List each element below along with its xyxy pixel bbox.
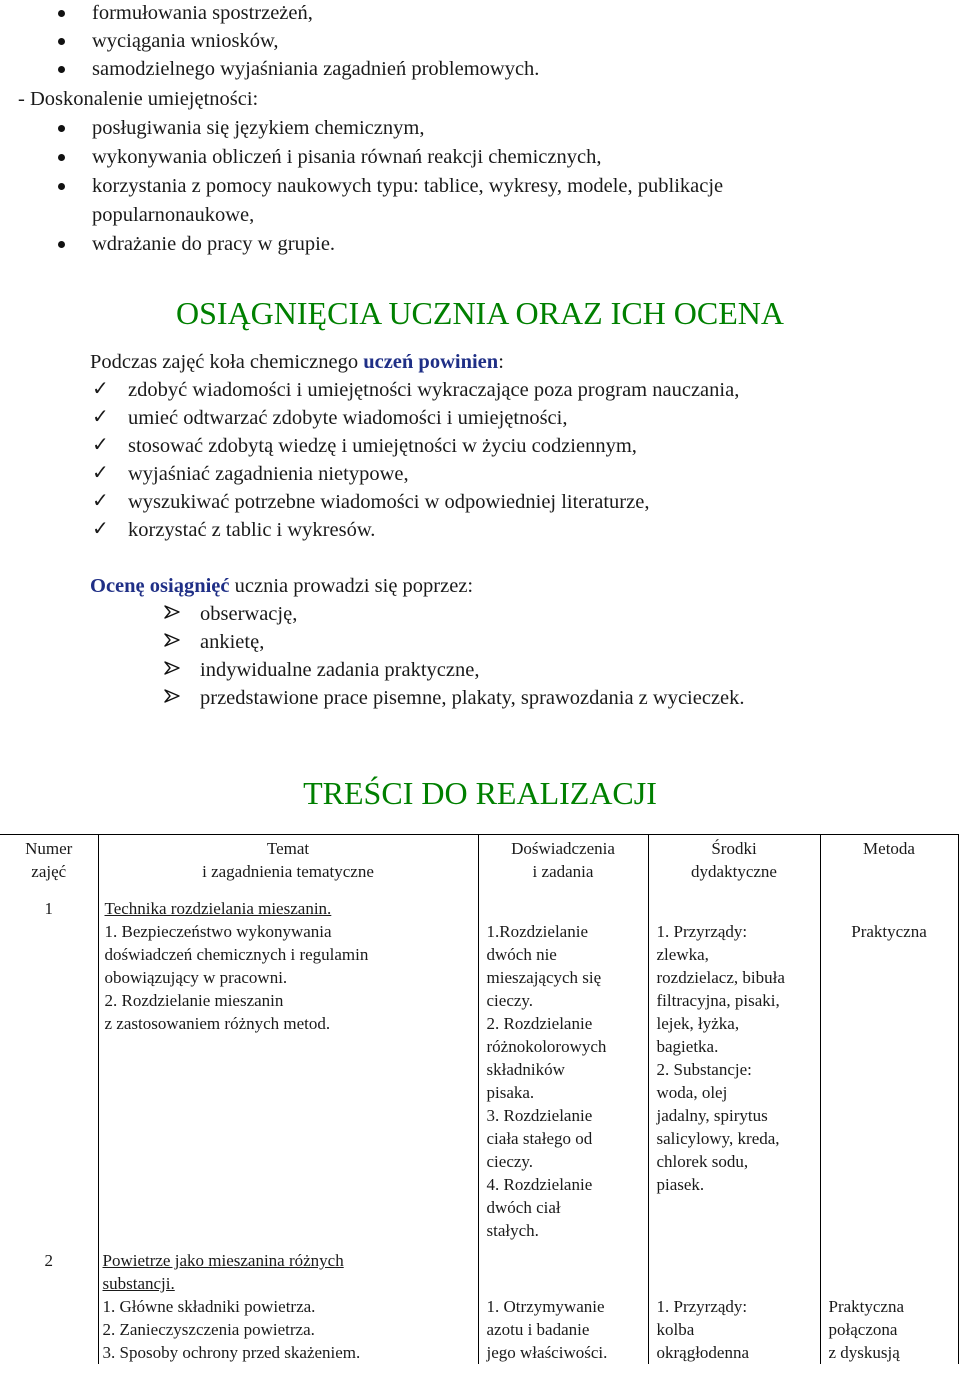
- intro-bold: uczeń powinien: [363, 351, 499, 373]
- bullet-icon: [58, 66, 65, 73]
- aids-line: 1. Przyrządy:: [656, 922, 748, 941]
- list-item: posługiwania się językiem chemicznym,: [92, 117, 425, 139]
- topic-title: substancji.: [102, 1274, 175, 1293]
- header-text: Metoda: [863, 839, 915, 858]
- assessment-intro: [90, 573, 473, 599]
- header-method: [820, 835, 958, 898]
- achievements-heading: OSIĄGNIĘCIA UCZNIA ORAZ ICH OCENA: [176, 295, 784, 331]
- assessment-rest: ucznia prowadzi się poprzez:: [229, 575, 474, 597]
- exp-line: dwóch ciał: [486, 1198, 561, 1217]
- exp-line: jego właściwości.: [486, 1343, 608, 1362]
- arrow-bullet-icon: [164, 605, 180, 619]
- intro-suffix: :: [498, 351, 504, 373]
- intro-prefix: Podczas zajęć koła chemicznego: [90, 351, 364, 373]
- topic-line: doświadczeń chemicznych i regulamin: [104, 945, 369, 964]
- topic-line: 3. Sposoby ochrony przed skażeniem.: [102, 1343, 361, 1362]
- bullet-icon: [58, 10, 65, 17]
- bullet-icon: [58, 38, 65, 45]
- exp-line: ciała stałego od: [486, 1129, 593, 1148]
- list-item: wyszukiwać potrzebne wiadomości w odpowiedniej literaturze,: [128, 491, 650, 513]
- arrow-bullet-icon: [164, 633, 180, 647]
- aids-line: woda, olej: [656, 1083, 728, 1102]
- list-item: obserwację,: [200, 603, 298, 625]
- aids-line: kolba: [656, 1320, 695, 1339]
- list-item-continuation: popularnonaukowe,: [92, 204, 255, 226]
- exp-line: cieczy.: [486, 1152, 534, 1171]
- cell-method: [820, 1249, 958, 1364]
- aids-line: filtracyjna, pisaki,: [656, 991, 780, 1010]
- check-icon: ✓: [92, 490, 109, 512]
- exp-line: 4. Rozdzielanie: [486, 1175, 593, 1194]
- list-item: indywidualne zadania praktyczne,: [200, 659, 480, 681]
- list-item: wyjaśniać zagadnienia nietypowe,: [128, 463, 409, 485]
- topic-line: 1. Bezpieczeństwo wykonywania: [104, 922, 332, 941]
- aids-line: jadalny, spirytus: [656, 1106, 768, 1125]
- aids-line: salicylowy, kreda,: [656, 1129, 780, 1148]
- list-item: samodzielnego wyjaśniania zagadnień problemowych.: [92, 58, 540, 80]
- cell-topic: [98, 897, 478, 1249]
- table-row: [0, 1249, 958, 1364]
- exp-line: składników: [486, 1060, 565, 1079]
- exp-line: cieczy.: [486, 991, 534, 1010]
- list-item: wykonywania obliczeń i pisania równań reakcji chemicznych,: [92, 146, 602, 168]
- arrow-bullet-icon: [164, 689, 180, 703]
- cell-experiments: [478, 1249, 648, 1364]
- exp-line: pisaka.: [486, 1083, 535, 1102]
- check-icon: ✓: [92, 462, 109, 484]
- header-text: i zadania: [532, 862, 594, 881]
- check-icon: ✓: [92, 434, 109, 456]
- method-line: Praktyczna: [851, 922, 927, 941]
- topic-title: Powietrze jako mieszanina różnych: [102, 1251, 344, 1270]
- list-item: ankietę,: [200, 631, 265, 653]
- topic-line: z zastosowaniem różnych metod.: [104, 1014, 331, 1033]
- table-row: [0, 897, 958, 1249]
- exp-line: różnokolorowych: [486, 1037, 607, 1056]
- header-aids: [648, 835, 820, 898]
- topic-line: 1. Główne składniki powietrza.: [102, 1297, 316, 1316]
- topic-title: Technika rozdzielania mieszanin.: [104, 899, 332, 918]
- check-icon: ✓: [92, 406, 109, 428]
- exp-line: dwóch nie: [486, 945, 557, 964]
- bullet-icon: [58, 183, 65, 190]
- list-item: wyciągania wniosków,: [92, 30, 279, 52]
- exp-line: mieszających się: [486, 968, 602, 987]
- bullet-icon: [58, 241, 65, 248]
- bullet-icon: [58, 125, 65, 132]
- header-topic: [98, 835, 478, 898]
- header-number: [0, 835, 98, 898]
- aids-line: okrągłodenna: [656, 1343, 750, 1362]
- check-icon: ✓: [92, 518, 109, 540]
- header-text: Środki: [711, 839, 757, 858]
- header-text: Numer: [25, 839, 73, 858]
- method-line: z dyskusją: [828, 1343, 900, 1362]
- aids-line: chlorek sodu,: [656, 1152, 749, 1171]
- exp-line: 1.Rozdzielanie: [486, 922, 588, 941]
- assessment-bold: Ocenę osiągnięć: [90, 575, 230, 597]
- header-text: dydaktyczne: [691, 862, 777, 881]
- check-icon: ✓: [92, 378, 109, 400]
- table-header-row: [0, 835, 958, 898]
- content-heading: TREŚCI DO REALIZACJI: [303, 775, 657, 811]
- cell-number: 1: [0, 897, 98, 1249]
- list-item: stosować zdobytą wiedzę i umiejętności w życiu codziennym,: [128, 435, 637, 457]
- aids-line: 2. Substancje:: [656, 1060, 752, 1079]
- topic-line: 2. Zanieczyszczenia powietrza.: [102, 1320, 315, 1339]
- exp-line: 2. Rozdzielanie: [486, 1014, 593, 1033]
- achievements-intro: [90, 349, 504, 375]
- header-experiments: [478, 835, 648, 898]
- method-line: Praktyczna: [828, 1297, 905, 1316]
- arrow-bullet-icon: [164, 661, 180, 675]
- exp-line: azotu i badanie: [486, 1320, 590, 1339]
- aids-line: piasek.: [656, 1175, 705, 1194]
- header-text: zajęć: [31, 862, 67, 881]
- cell-experiments: [478, 897, 648, 1249]
- list-item: wdrażanie do pracy w grupie.: [92, 233, 336, 255]
- skills-intro: - Doskonalenie umiejętności:: [18, 88, 259, 110]
- aids-line: lejek, łyżka,: [656, 1014, 740, 1033]
- list-item: korzystania z pomocy naukowych typu: tablice, wykresy, modele, publikacje: [92, 175, 724, 197]
- aids-line: rozdzielacz, bibuła: [656, 968, 785, 987]
- header-text: Doświadczenia: [511, 839, 615, 858]
- exp-line: 3. Rozdzielanie: [486, 1106, 593, 1125]
- header-text: i zagadnienia tematyczne: [202, 862, 374, 881]
- cell-number: 2: [0, 1249, 98, 1364]
- cell-aids: [648, 897, 820, 1249]
- curriculum-table: [0, 834, 959, 1364]
- list-item: formułowania spostrzeżeń,: [92, 2, 313, 24]
- aids-line: zlewka,: [656, 945, 709, 964]
- list-item: zdobyć wiadomości i umiejętności wykraczające poza program nauczania,: [128, 379, 740, 401]
- list-item: korzystać z tablic i wykresów.: [128, 519, 376, 541]
- list-item: umieć odtwarzać zdobyte wiadomości i umiejętności,: [128, 407, 568, 429]
- cell-method: [820, 897, 958, 1249]
- exp-line: 1. Otrzymywanie: [486, 1297, 605, 1316]
- exp-line: stałych.: [486, 1221, 539, 1240]
- method-line: połączona: [828, 1320, 898, 1339]
- cell-topic: [98, 1249, 478, 1364]
- topic-line: obowiązujący w pracowni.: [104, 968, 288, 987]
- cell-aids: [648, 1249, 820, 1364]
- list-item: przedstawione prace pisemne, plakaty, sprawozdania z wycieczek.: [200, 687, 745, 709]
- aids-line: 1. Przyrządy:: [656, 1297, 748, 1316]
- aids-line: bagietka.: [656, 1037, 719, 1056]
- header-text: Temat: [266, 839, 310, 858]
- bullet-icon: [58, 154, 65, 161]
- topic-line: 2. Rozdzielanie mieszanin: [104, 991, 284, 1010]
